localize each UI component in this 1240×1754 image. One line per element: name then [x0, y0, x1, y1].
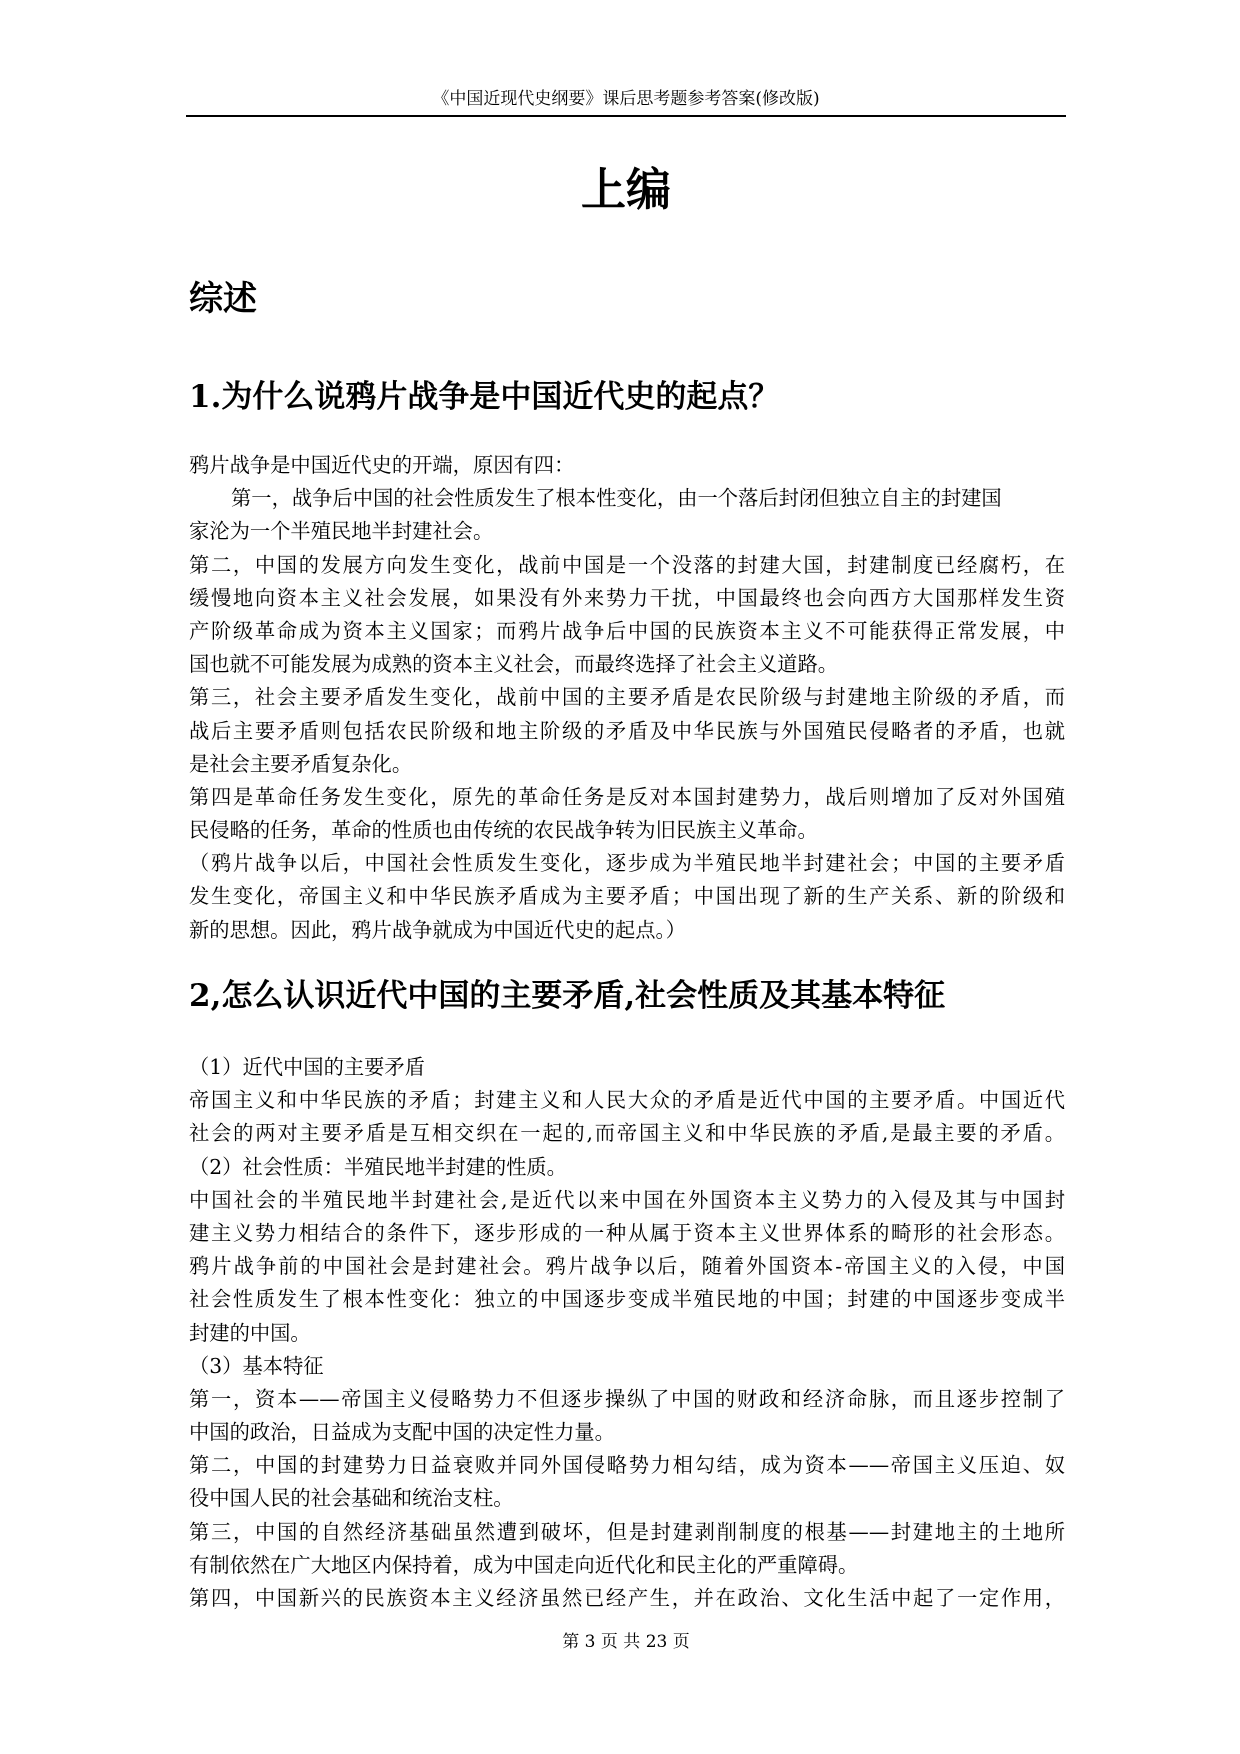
text-line: （3）基本特征 [189, 1353, 324, 1378]
question-2-answer [189, 1051, 1065, 1615]
paragraph [189, 482, 1065, 548]
text-line: 战后主要矛盾则包括农民阶级和地主阶级的矛盾及中华民族与外国殖民侵略者的矛盾，也就 [189, 718, 1065, 743]
text-line: 社会性质发生了根本性变化：独立的中国逐步变成半殖民地的中国；封建的中国逐步变成半 [189, 1287, 1065, 1312]
paragraph [189, 847, 1065, 947]
text-line: 缓慢地向资本主义社会发展，如果没有外来势力干扰，中国最终也会向西方大国那样发生资 [189, 585, 1065, 610]
text-line: 中国社会的半殖民地半封建社会,是近代以来中国在外国资本主义势力的入侵及其与中国封 [189, 1187, 1065, 1212]
paragraph [189, 1184, 1065, 1350]
text-line: 国也就不可能发展为成熟的资本主义社会，而最终选择了社会主义道路。 [189, 652, 839, 677]
text-line: 役中国人民的社会基础和统治支柱。 [189, 1486, 514, 1511]
question-2-heading: 2,怎么认识近代中国的主要矛盾,社会性质及其基本特征 [189, 978, 946, 1014]
paragraph [189, 1051, 1065, 1084]
paragraph [189, 781, 1065, 847]
paragraph [189, 1582, 1065, 1615]
text-line: 有制依然在广大地区内保持着，成为中国走向近代化和民主化的严重障碍。 [189, 1552, 859, 1577]
text-line: 封建的中国。 [189, 1320, 311, 1345]
paragraph [189, 1151, 1065, 1184]
question-1-answer [189, 449, 1065, 947]
paragraph [189, 1516, 1065, 1582]
part-title: 上编 [580, 163, 671, 216]
question-1-heading: 1.为什么说鸦片战争是中国近代史的起点？ [189, 379, 780, 415]
text-line: （1）近代中国的主要矛盾 [189, 1055, 425, 1079]
paragraph [189, 1449, 1065, 1515]
text-line: 家沦为一个半殖民地半封建社会。 [189, 519, 494, 544]
text-line: 第二，中国的发展方向发生变化，战前中国是一个没落的封建大国，封建制度已经腐朽，在 [189, 552, 1065, 577]
page-indicator: 第 3 页 共 23 页 [562, 1632, 690, 1652]
text-line: 第三，中国的自然经济基础虽然遭到破坏，但是封建剥削制度的根基——封建地主的土地所 [189, 1519, 1065, 1544]
paragraph [189, 1383, 1065, 1449]
text-line: 中国的政治，日益成为支配中国的决定性力量。 [189, 1420, 615, 1445]
text-line: 第三，社会主要矛盾发生变化，战前中国的主要矛盾是农民阶级与封建地主阶级的矛盾，而 [189, 685, 1065, 710]
text-line: 民侵略的任务，革命的性质也由传统的农民战争转为旧民族主义革命。 [189, 818, 818, 843]
text-line: 第一，战争后中国的社会性质发生了根本性变化，由一个落后封闭但独立自主的封建国 [231, 486, 1002, 511]
text-line: 第二，中国的封建势力日益衰败并同外国侵略势力相勾结，成为资本——帝国主义压迫、奴 [189, 1453, 1065, 1478]
section-title: 综述 [189, 279, 257, 319]
text-line: （鸦片战争以后，中国社会性质发生变化，逐步成为半殖民地半封建社会；中国的主要矛盾 [189, 851, 1065, 876]
text-line: 帝国主义和中华民族的矛盾；封建主义和人民大众的矛盾是近代中国的主要矛盾。中国近代 [189, 1088, 1065, 1113]
text-line: 产阶级革命成为资本主义国家；而鸦片战争后中国的民族资本主义不可能获得正常发展，中 [189, 618, 1065, 643]
text-line: 鸦片战争前的中国社会是封建社会。鸦片战争以后，随着外国资本-帝国主义的入侵，中国 [189, 1254, 1065, 1279]
text-line: 第一，资本——帝国主义侵略势力不但逐步操纵了中国的财政和经济命脉，而且逐步控制了 [189, 1386, 1065, 1411]
paragraph [189, 449, 1065, 482]
text-line: 社会的两对主要矛盾是互相交织在一起的,而帝国主义和中华民族的矛盾,是最主要的矛盾。 [189, 1121, 1065, 1146]
text-line: 建主义势力相结合的条件下，逐步形成的一种从属于资本主义世界体系的畸形的社会形态。 [189, 1220, 1065, 1245]
text-line: 发生变化，帝国主义和中华民族矛盾成为主要矛盾；中国出现了新的生产关系、新的阶级和 [189, 884, 1065, 909]
text-line: （2）社会性质：半殖民地半封建的性质。 [189, 1154, 567, 1179]
paragraph [189, 1084, 1065, 1150]
running-header: 《中国近现代史纲要》课后思考题参考答案(修改版) [432, 89, 820, 109]
paragraph [189, 681, 1065, 781]
text-line: 第四，中国新兴的民族资本主义经济虽然已经产生，并在政治、文化生活中起了一定作用， [189, 1586, 1065, 1610]
text-line: 第四是革命任务发生变化，原先的革命任务是反对本国封建势力，战后则增加了反对外国殖 [189, 784, 1065, 809]
paragraph [189, 1350, 1065, 1383]
header-divider [186, 115, 1066, 117]
text-line: 鸦片战争是中国近代史的开端，原因有四： [189, 453, 575, 477]
text-line: 新的思想。因此，鸦片战争就成为中国近代史的起点。） [189, 917, 686, 942]
paragraph [189, 549, 1065, 682]
text-line: 是社会主要矛盾复杂化。 [189, 751, 413, 776]
